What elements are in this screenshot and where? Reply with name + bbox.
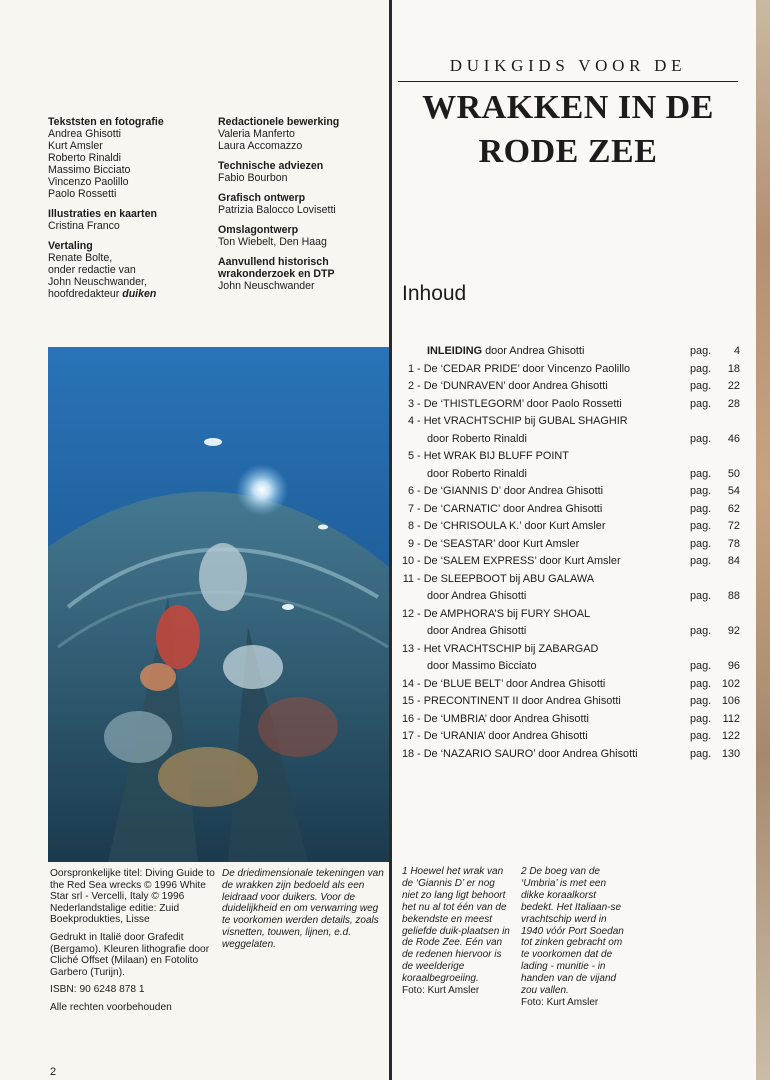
book-title-line1: WRAKKEN IN DE: [422, 89, 714, 126]
toc-page-number: 54: [727, 485, 740, 497]
credit-name: Renate Bolte,: [48, 252, 113, 264]
toc-entry-text: De ‘BLUE BELT’ door Andrea Ghisotti: [423, 677, 606, 690]
credit-name: Massimo Bicciato: [48, 164, 131, 176]
credit-group-translation: [48, 240, 164, 300]
wreck-photo-illustration: [48, 347, 389, 862]
toc-entry-number: 8: [407, 520, 414, 532]
toc-entry: [402, 711, 742, 729]
toc-page-number: 130: [721, 747, 740, 760]
toc-entry-title: 16 - De ‘UMBRIA’ door Andrea Ghisotti: [402, 711, 589, 729]
toc-entry-number: 14: [402, 677, 415, 690]
toc-entry-title: 2 - De ‘DUNRAVEN’ door Andrea Ghisotti: [402, 378, 608, 396]
credit-name: John Neuschwander: [218, 280, 315, 292]
caption-2-text: 2 De boeg van de ‘Umbria’ is met een dikke koraalkorst bedekt. Het Italiaan-se vrachtschip werd in 1940 vóór Port Soedan tot zinken gebracht om te voorkomen dat de lading - munitie - in handen van de vijand zou vallen.: [521, 866, 624, 997]
credit-heading: Grafisch ontwerp: [218, 192, 306, 204]
toc-pag-label: pag.: [690, 380, 712, 392]
toc-entry-title: 17 - De ‘URANIA’ door Andrea Ghisotti: [402, 728, 588, 746]
toc-pag-label: pag.: [690, 712, 712, 725]
toc-entry-text: PRECONTINENT II door Andrea Ghisotti: [423, 695, 621, 707]
toc-entry: [402, 396, 742, 414]
credits-column-left: [48, 116, 164, 308]
toc-pag-label: pag.: [690, 345, 712, 357]
imprint-block: [50, 868, 220, 1020]
credit-heading: Omslagontwerp: [218, 224, 299, 236]
toc-entry-author: door Andrea Ghisotti: [482, 345, 585, 357]
credit-heading: Vertaling: [48, 240, 93, 252]
toc-entry: [402, 746, 742, 764]
toc-pag-label: pag.: [690, 520, 712, 532]
credit-name: Paolo Rossetti: [48, 188, 117, 200]
toc-entry-number: 2: [407, 380, 414, 392]
toc-entry-number: 11: [402, 572, 414, 585]
toc-entry-number: 7: [407, 502, 414, 515]
toc-pag-label: pag.: [690, 397, 712, 410]
toc-page-number: 84: [727, 555, 740, 567]
toc-entry-text: De SLEEPBOOT bij ABU GALAWA: [423, 572, 594, 585]
toc-entry: [402, 483, 742, 501]
toc-entry: [402, 606, 742, 641]
toc-page-number: 22: [727, 380, 740, 392]
toc-entry-number: 9: [407, 537, 414, 550]
toc-pag-label: pag.: [690, 625, 712, 637]
toc-page-number: 96: [727, 660, 740, 672]
toc-pag-label: pag.: [690, 362, 712, 375]
credit-name: Ton Wiebelt, Den Haag: [218, 236, 327, 248]
toc-entry-text: De ‘UMBRIA’ door Andrea Ghisotti: [423, 712, 589, 725]
drawings-note: De driedimensionale tekeningen van de wrakken zijn bedoeld als een leidraad voor duikers. Voor de duidelijkheid en om verwarring weg te voorkomen werden details, zoals visnetten, touwen, lijnen, e.d. weggelaten.: [222, 868, 384, 950]
toc-entry-title: 5 - Het WRAK BIJ BLUFF POINT: [402, 448, 569, 466]
toc-entry-text: Het VRACHTSCHIP bij ZABARGAD: [423, 642, 599, 655]
toc-page-number: 106: [721, 695, 740, 707]
toc-page-number: 78: [727, 537, 740, 550]
credit-name: Laura Accomazzo: [218, 140, 303, 152]
toc-page-number: 122: [721, 730, 740, 742]
credit-group-illustrations: [48, 208, 164, 232]
title-rule: [398, 81, 738, 82]
book-title-line2: RODE ZEE: [478, 133, 658, 170]
toc-entry-title: 12 - De AMPHORA’S bij FURY SHOAL: [402, 606, 590, 624]
caption-1: [402, 866, 510, 997]
toc-entry-text: De ‘CEDAR PRIDE’ door Vincenzo Paolillo: [423, 362, 631, 375]
toc-page-number: 46: [727, 432, 740, 445]
toc-pag-label: pag.: [690, 502, 712, 515]
credit-name: Roberto Rinaldi: [48, 152, 122, 164]
toc-pag-label: pag.: [690, 695, 712, 707]
credit-heading: Redactionele bewerking: [218, 116, 340, 128]
toc-entry-number: 13: [402, 642, 415, 655]
toc-entry: [402, 448, 742, 483]
toc-entry: [402, 693, 742, 711]
toc-pag-label: pag.: [690, 660, 712, 672]
toc-entry-author: door Massimo Bicciato: [427, 660, 537, 672]
toc-page-number: 50: [727, 467, 740, 480]
toc-entry-text: De ‘CARNATIC’ door Andrea Ghisotti: [423, 502, 603, 515]
page-number: 2: [50, 1066, 57, 1078]
book-title: [398, 86, 738, 174]
caption-1-credit: Foto: Kurt Amsler: [402, 985, 480, 997]
imprint-isbn: ISBN: 90 6248 878 1: [50, 984, 145, 996]
toc-entry-title: 7 - De ‘CARNATIC’ door Andrea Ghisotti: [402, 501, 602, 519]
credit-heading: Tekststen en fotografie: [48, 116, 164, 128]
toc-entry-number: 1: [407, 362, 414, 375]
toc-entry-number: 17: [402, 730, 415, 742]
toc-entry-text: De AMPHORA’S bij FURY SHOAL: [423, 607, 591, 620]
credit-group-technical: [218, 160, 339, 184]
toc-entry: [402, 378, 742, 396]
credit-name: John Neuschwander,: [48, 276, 147, 288]
toc-entry-title: 18 - De ‘NAZARIO SAURO’ door Andrea Ghisotti: [402, 746, 638, 764]
credit-group-design: [218, 192, 339, 216]
book-subtitle: DUIKGIDS VOOR DE: [449, 56, 687, 75]
credit-name: Andrea Ghisotti: [48, 128, 122, 140]
toc-entry-number: 5: [407, 450, 414, 462]
toc-entry-bold: INLEIDING: [427, 345, 483, 357]
credit-name: onder redactie van: [48, 264, 136, 276]
toc-entry-author: door Roberto Rinaldi: [427, 432, 527, 445]
toc-entry-text: De ‘SEASTAR’ door Kurt Amsler: [423, 537, 580, 550]
toc-entry-title: [427, 343, 584, 361]
toc-entry-number: 18: [402, 747, 415, 760]
toc-entry: [402, 571, 742, 606]
toc-entry: [402, 501, 742, 519]
toc-entry: [402, 518, 742, 536]
imprint-rights: Alle rechten voorbehouden: [50, 1001, 172, 1013]
toc-page-number: 72: [727, 520, 740, 532]
toc-pag-label: pag.: [690, 747, 712, 760]
credit-heading: Technische adviezen: [218, 160, 324, 172]
toc-entry-number: 4: [407, 415, 414, 427]
table-of-contents: [402, 343, 742, 763]
credit-name: Patrizia Balocco Lovisetti: [218, 204, 336, 216]
toc-pag-label: pag.: [690, 485, 712, 497]
toc-pag-label: pag.: [690, 537, 712, 550]
toc-entry-text: Het WRAK BIJ BLUFF POINT: [423, 450, 569, 462]
toc-entry: [402, 641, 742, 676]
toc-entry-title: 13 - Het VRACHTSCHIP bij ZABARGAD: [402, 641, 598, 659]
toc-entry-title: 6 - De ‘GIANNIS D’ door Andrea Ghisotti: [402, 483, 603, 501]
caption-2-credit: Foto: Kurt Amsler: [521, 996, 599, 1008]
wreck-photo: [48, 347, 389, 862]
contents-heading: Inhoud: [402, 282, 467, 305]
toc-entry-title: 3 - De ‘THISTLEGORM’ door Paolo Rossetti: [402, 396, 622, 414]
toc-entry-author: door Roberto Rinaldi: [427, 467, 527, 480]
credit-group-editing: [218, 116, 339, 152]
toc-entry-title: 9 - De ‘SEASTAR’ door Kurt Amsler: [402, 536, 579, 554]
imprint-original-title: Oorspronkelijke titel: Diving Guide to the Red Sea wrecks © 1996 White Star srl - Vercelli, Italy © 1996 Nederlandstalige editie: Zuid Boekprodukties, Lisse: [50, 868, 215, 926]
credit-name: Vincenzo Paolillo: [48, 176, 129, 188]
toc-page-number: 112: [722, 712, 740, 725]
toc-pag-label: pag.: [690, 467, 712, 480]
toc-entry-title: 1 - De ‘CEDAR PRIDE’ door Vincenzo Paolillo: [402, 361, 630, 379]
toc-entry-number: 15: [402, 695, 415, 707]
credits-column-right: [218, 116, 339, 300]
toc-entry: [402, 676, 742, 694]
toc-entry-title: 11 - De SLEEPBOOT bij ABU GALAWA: [402, 571, 594, 589]
toc-page-number: 18: [727, 362, 740, 375]
credit-group-cover: [218, 224, 339, 248]
credit-name: Cristina Franco: [48, 220, 120, 232]
toc-entry-number: 16: [402, 712, 415, 725]
toc-page-number: 92: [727, 625, 740, 637]
toc-entry-text: De ‘URANIA’ door Andrea Ghisotti: [423, 730, 588, 742]
credit-heading: Illustraties en kaarten: [48, 208, 157, 220]
toc-entry-title: 10 - De ‘SALEM EXPRESS’ door Kurt Amsler: [402, 553, 621, 571]
credit-name: [48, 288, 164, 300]
toc-entry: [402, 728, 742, 746]
toc-pag-label: pag.: [690, 432, 712, 445]
toc-page-number: 62: [727, 502, 740, 515]
toc-entry: [402, 413, 742, 448]
toc-entry: [402, 536, 742, 554]
toc-entry-author: door Andrea Ghisotti: [427, 590, 527, 602]
toc-entry-text: De ‘DUNRAVEN’ door Andrea Ghisotti: [423, 380, 608, 392]
toc-page-number: 88: [727, 590, 740, 602]
toc-entry-number: 10: [402, 555, 415, 567]
toc-entry-number: 3: [407, 397, 414, 410]
credit-name: Valeria Manferto: [218, 128, 295, 140]
toc-page-number: 102: [721, 677, 740, 690]
toc-page-number: 28: [727, 397, 740, 410]
toc-page-number: 4: [733, 345, 740, 357]
credit-group-text-photo: [48, 116, 164, 200]
toc-entry-text: Het VRACHTSCHIP bij GUBAL SHAGHIR: [423, 415, 628, 427]
toc-pag-label: pag.: [690, 677, 712, 690]
credit-name: Fabio Bourbon: [218, 172, 288, 184]
credit-group-history: [218, 256, 339, 292]
toc-entry-text: De ‘NAZARIO SAURO’ door Andrea Ghisotti: [423, 747, 638, 760]
toc-entry-author: door Andrea Ghisotti: [427, 625, 527, 637]
toc-entry-number: 12: [402, 607, 415, 620]
toc-entry: [402, 553, 742, 571]
toc-entry-title: 4 - Het VRACHTSCHIP bij GUBAL SHAGHIR: [402, 413, 628, 431]
toc-entry-intro: [402, 343, 742, 361]
toc-entry-text: De ‘THISTLEGORM’ door Paolo Rossetti: [423, 397, 622, 410]
imprint-printing: Gedrukt in Italië door Grafedit (Bergamo). Kleuren lithografie door Cliché Offset (Milaan) en Fotolito Garbero (Turijn).: [50, 931, 210, 978]
toc-pag-label: pag.: [690, 590, 712, 602]
toc-entry-title: 15 - PRECONTINENT II door Andrea Ghisotti: [402, 693, 621, 711]
magazine-name: duiken: [122, 288, 157, 300]
toc-entry: [402, 361, 742, 379]
credit-heading: Aanvullend historisch: [218, 256, 329, 268]
toc-entry-number: 6: [407, 485, 414, 497]
caption-1-text: 1 Hoewel het wrak van de ‘Giannis D’ er nog niet zo lang ligt behoort het nu al tot één van de bekendste en meest geliefde duik-plaatsen in de Rode Zee. Eén van de redenen hiervoor is de weelderige koraalbegroeiing.: [402, 866, 510, 985]
toc-pag-label: pag.: [690, 555, 712, 567]
credit-heading: wrakonderzoek en DTP: [218, 268, 335, 280]
toc-entry-text: De ‘GIANNIS D’ door Andrea Ghisotti: [423, 485, 604, 497]
toc-entry-text: De ‘SALEM EXPRESS’ door Kurt Amsler: [423, 555, 621, 567]
toc-pag-label: pag.: [690, 730, 712, 742]
toc-entry-title: 14 - De ‘BLUE BELT’ door Andrea Ghisotti: [402, 676, 605, 694]
credit-role-text: hoofdredakteur: [48, 288, 123, 300]
caption-2: [521, 866, 629, 1009]
next-page-edge: [756, 0, 770, 1080]
toc-entry-title: 8 - De ‘CHRISOULA K.’ door Kurt Amsler: [402, 518, 605, 536]
credit-name: Kurt Amsler: [48, 140, 103, 152]
toc-entry-text: De ‘CHRISOULA K.’ door Kurt Amsler: [423, 520, 606, 532]
